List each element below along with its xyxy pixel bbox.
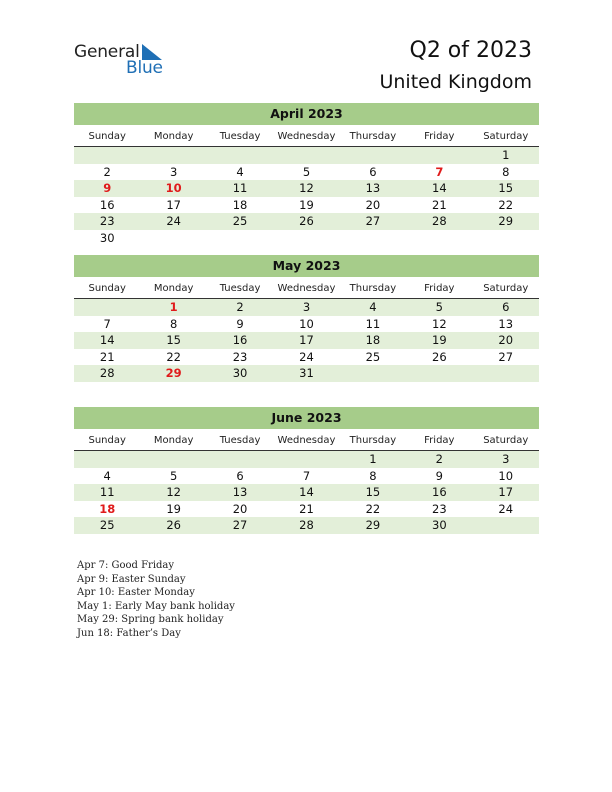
day-cell: 24 <box>166 214 181 228</box>
holiday-entry: Jun 18: Father’s Day <box>77 627 181 639</box>
day-cell: 7 <box>302 468 311 483</box>
day-cell: 22 <box>498 197 514 212</box>
day-cell: 27 <box>498 349 514 364</box>
day-cell <box>340 147 406 164</box>
day-cell: 1 <box>502 148 510 162</box>
day-cell: 23 <box>99 214 115 228</box>
day-cell: 25 <box>99 518 115 532</box>
weekday-label: Friday <box>424 435 455 446</box>
day-cell: 11 <box>99 485 115 499</box>
day-cell: 14 <box>432 181 447 195</box>
day-cell: 30 <box>99 230 115 245</box>
day-cell: 23 <box>432 501 447 516</box>
day-cell: 8 <box>369 468 377 483</box>
day-cell: 31 <box>299 366 314 380</box>
week-row <box>74 180 539 197</box>
day-cell: 19 <box>299 197 314 212</box>
day-cell: 17 <box>299 333 314 347</box>
week-row <box>74 468 539 485</box>
week-row <box>74 332 539 349</box>
holiday-list <box>77 559 235 640</box>
day-cell: 14 <box>99 333 115 347</box>
day-cell: 9 <box>236 316 244 331</box>
day-cell: 4 <box>236 164 244 179</box>
day-cell: 30 <box>232 366 248 380</box>
weekday-label: Monday <box>153 283 194 294</box>
day-cell: 12 <box>432 316 447 331</box>
day-cell: 29 <box>498 214 514 228</box>
holiday-entry: May 29: Spring bank holiday <box>77 614 224 625</box>
day-cell: 27 <box>365 214 381 228</box>
day-cell: 24 <box>299 349 314 364</box>
day-cell <box>140 147 206 164</box>
day-cell: 3 <box>169 164 178 179</box>
month-title: April 2023 <box>74 103 539 125</box>
day-cell <box>207 147 273 164</box>
day-cell: 20 <box>365 197 381 212</box>
week-row <box>74 197 539 214</box>
month-calendar-may <box>74 255 539 382</box>
weekday-label: Sunday <box>88 131 126 142</box>
day-cell: 1 <box>369 452 377 466</box>
week-row <box>74 349 539 366</box>
day-cell: 2 <box>435 452 443 466</box>
month-title: May 2023 <box>74 255 539 277</box>
logo-text-general: General <box>74 42 140 62</box>
week-row <box>74 365 539 382</box>
day-cell: 11 <box>232 181 248 195</box>
weekday-label: Thursday <box>349 283 397 294</box>
day-cell: 21 <box>299 501 314 516</box>
day-cell: 3 <box>302 300 311 314</box>
weekday-label: Wednesday <box>277 283 336 294</box>
day-cell: 2 <box>236 300 244 314</box>
holiday-entry: Apr 7: Good Friday <box>77 560 175 571</box>
weekday-label: Sunday <box>88 435 126 446</box>
month-calendar-june <box>74 407 539 534</box>
weekday-header-row <box>74 431 539 451</box>
day-cell: 5 <box>302 164 311 179</box>
day-cell <box>473 365 539 382</box>
week-row <box>74 451 539 468</box>
weekday-label: Wednesday <box>277 131 336 142</box>
day-cell: 18 <box>365 333 381 347</box>
day-cell <box>340 230 406 247</box>
month-title: June 2023 <box>74 407 539 429</box>
day-cell <box>74 299 140 316</box>
holiday-day-cell: 7 <box>435 164 444 179</box>
weekday-label: Friday <box>424 283 455 294</box>
holiday-day-cell: 9 <box>103 181 112 195</box>
week-row <box>74 484 539 501</box>
weekday-label: Thursday <box>349 435 397 446</box>
day-cell: 3 <box>502 452 510 466</box>
day-cell <box>207 451 273 468</box>
day-cell: 22 <box>166 349 181 364</box>
day-cell: 16 <box>432 485 447 499</box>
day-cell: 21 <box>99 349 115 364</box>
day-cell: 29 <box>365 518 381 532</box>
day-cell: 8 <box>169 316 178 331</box>
week-row <box>74 147 539 164</box>
day-cell: 21 <box>432 197 447 212</box>
day-cell: 17 <box>498 485 514 499</box>
weekday-label: Saturday <box>483 283 529 294</box>
day-cell: 10 <box>498 468 514 483</box>
logo-text-blue: Blue <box>126 58 163 78</box>
day-cell: 27 <box>232 518 248 532</box>
day-cell: 18 <box>232 197 248 212</box>
day-cell <box>74 147 140 164</box>
day-cell: 5 <box>169 468 178 483</box>
week-row <box>74 164 539 181</box>
day-cell: 26 <box>299 214 314 228</box>
country-title: United Kingdom <box>379 71 532 93</box>
weekday-label: Tuesday <box>219 283 261 294</box>
weekday-label: Tuesday <box>219 131 261 142</box>
day-cell <box>473 517 539 534</box>
week-row <box>74 517 539 534</box>
day-cell: 12 <box>166 485 181 499</box>
holiday-day-cell: 29 <box>165 366 182 380</box>
holiday-day-cell: 1 <box>169 300 178 314</box>
day-cell: 4 <box>369 300 377 314</box>
day-cell: 28 <box>299 518 314 532</box>
day-cell: 15 <box>365 485 381 499</box>
day-cell: 5 <box>435 300 443 314</box>
day-cell: 19 <box>432 333 447 347</box>
weekday-header-row <box>74 279 539 299</box>
day-cell <box>273 230 339 247</box>
week-row <box>74 316 539 333</box>
day-cell: 6 <box>369 164 377 179</box>
day-cell <box>273 147 339 164</box>
holiday-day-cell: 10 <box>165 181 182 195</box>
week-row <box>74 213 539 230</box>
weekday-label: Monday <box>153 435 194 446</box>
day-cell: 4 <box>103 468 111 483</box>
day-cell: 25 <box>365 349 381 364</box>
day-cell: 23 <box>232 349 248 364</box>
logo <box>74 42 174 78</box>
day-cell: 11 <box>365 316 381 331</box>
day-cell: 28 <box>99 366 115 380</box>
month-calendar-april <box>74 103 539 246</box>
page-title: Q2 of 2023 <box>409 38 532 63</box>
day-cell: 25 <box>232 214 248 228</box>
day-cell: 26 <box>166 518 181 532</box>
day-cell: 15 <box>166 333 181 347</box>
day-cell: 6 <box>502 300 510 314</box>
day-cell: 22 <box>365 501 381 516</box>
day-cell: 12 <box>299 181 314 195</box>
weekday-label: Saturday <box>483 435 529 446</box>
weekday-label: Tuesday <box>219 435 261 446</box>
day-cell <box>406 230 472 247</box>
day-cell: 20 <box>498 333 514 347</box>
day-cell <box>140 230 206 247</box>
day-cell: 6 <box>236 468 244 483</box>
day-cell <box>140 451 206 468</box>
day-cell: 24 <box>498 501 514 516</box>
day-cell: 19 <box>166 501 181 516</box>
day-cell: 8 <box>502 164 510 179</box>
day-cell: 20 <box>232 501 248 516</box>
day-cell: 2 <box>103 164 111 179</box>
day-cell: 16 <box>99 197 115 212</box>
day-cell: 17 <box>166 197 181 212</box>
day-cell <box>406 147 472 164</box>
day-cell: 10 <box>299 316 314 331</box>
day-cell <box>74 451 140 468</box>
day-cell: 13 <box>365 181 381 195</box>
holiday-entry: May 1: Early May bank holiday <box>77 600 235 612</box>
day-cell: 7 <box>103 316 111 331</box>
day-cell: 30 <box>432 518 447 532</box>
day-cell <box>340 365 406 382</box>
day-cell: 13 <box>498 316 514 331</box>
day-cell <box>273 451 339 468</box>
day-cell: 26 <box>432 349 447 364</box>
week-row <box>74 299 539 316</box>
day-cell: 15 <box>498 181 514 195</box>
week-row <box>74 230 539 247</box>
holiday-day-cell: 18 <box>99 501 116 516</box>
day-cell: 28 <box>432 214 447 228</box>
weekday-label: Thursday <box>349 131 397 142</box>
day-cell: 14 <box>299 485 314 499</box>
day-cell: 13 <box>232 485 248 499</box>
week-row <box>74 501 539 518</box>
day-cell <box>473 230 539 247</box>
weekday-label: Monday <box>153 131 194 142</box>
weekday-label: Sunday <box>88 283 126 294</box>
weekday-label: Saturday <box>483 131 529 142</box>
day-cell: 16 <box>232 333 248 347</box>
holiday-entry: Apr 10: Easter Monday <box>77 587 195 598</box>
weekday-label: Wednesday <box>277 435 336 446</box>
day-cell: 9 <box>435 468 443 483</box>
weekday-header-row <box>74 127 539 147</box>
holiday-entry: Apr 9: Easter Sunday <box>77 573 186 585</box>
day-cell <box>406 365 472 382</box>
weekday-label: Friday <box>424 131 455 142</box>
day-cell <box>207 230 273 247</box>
